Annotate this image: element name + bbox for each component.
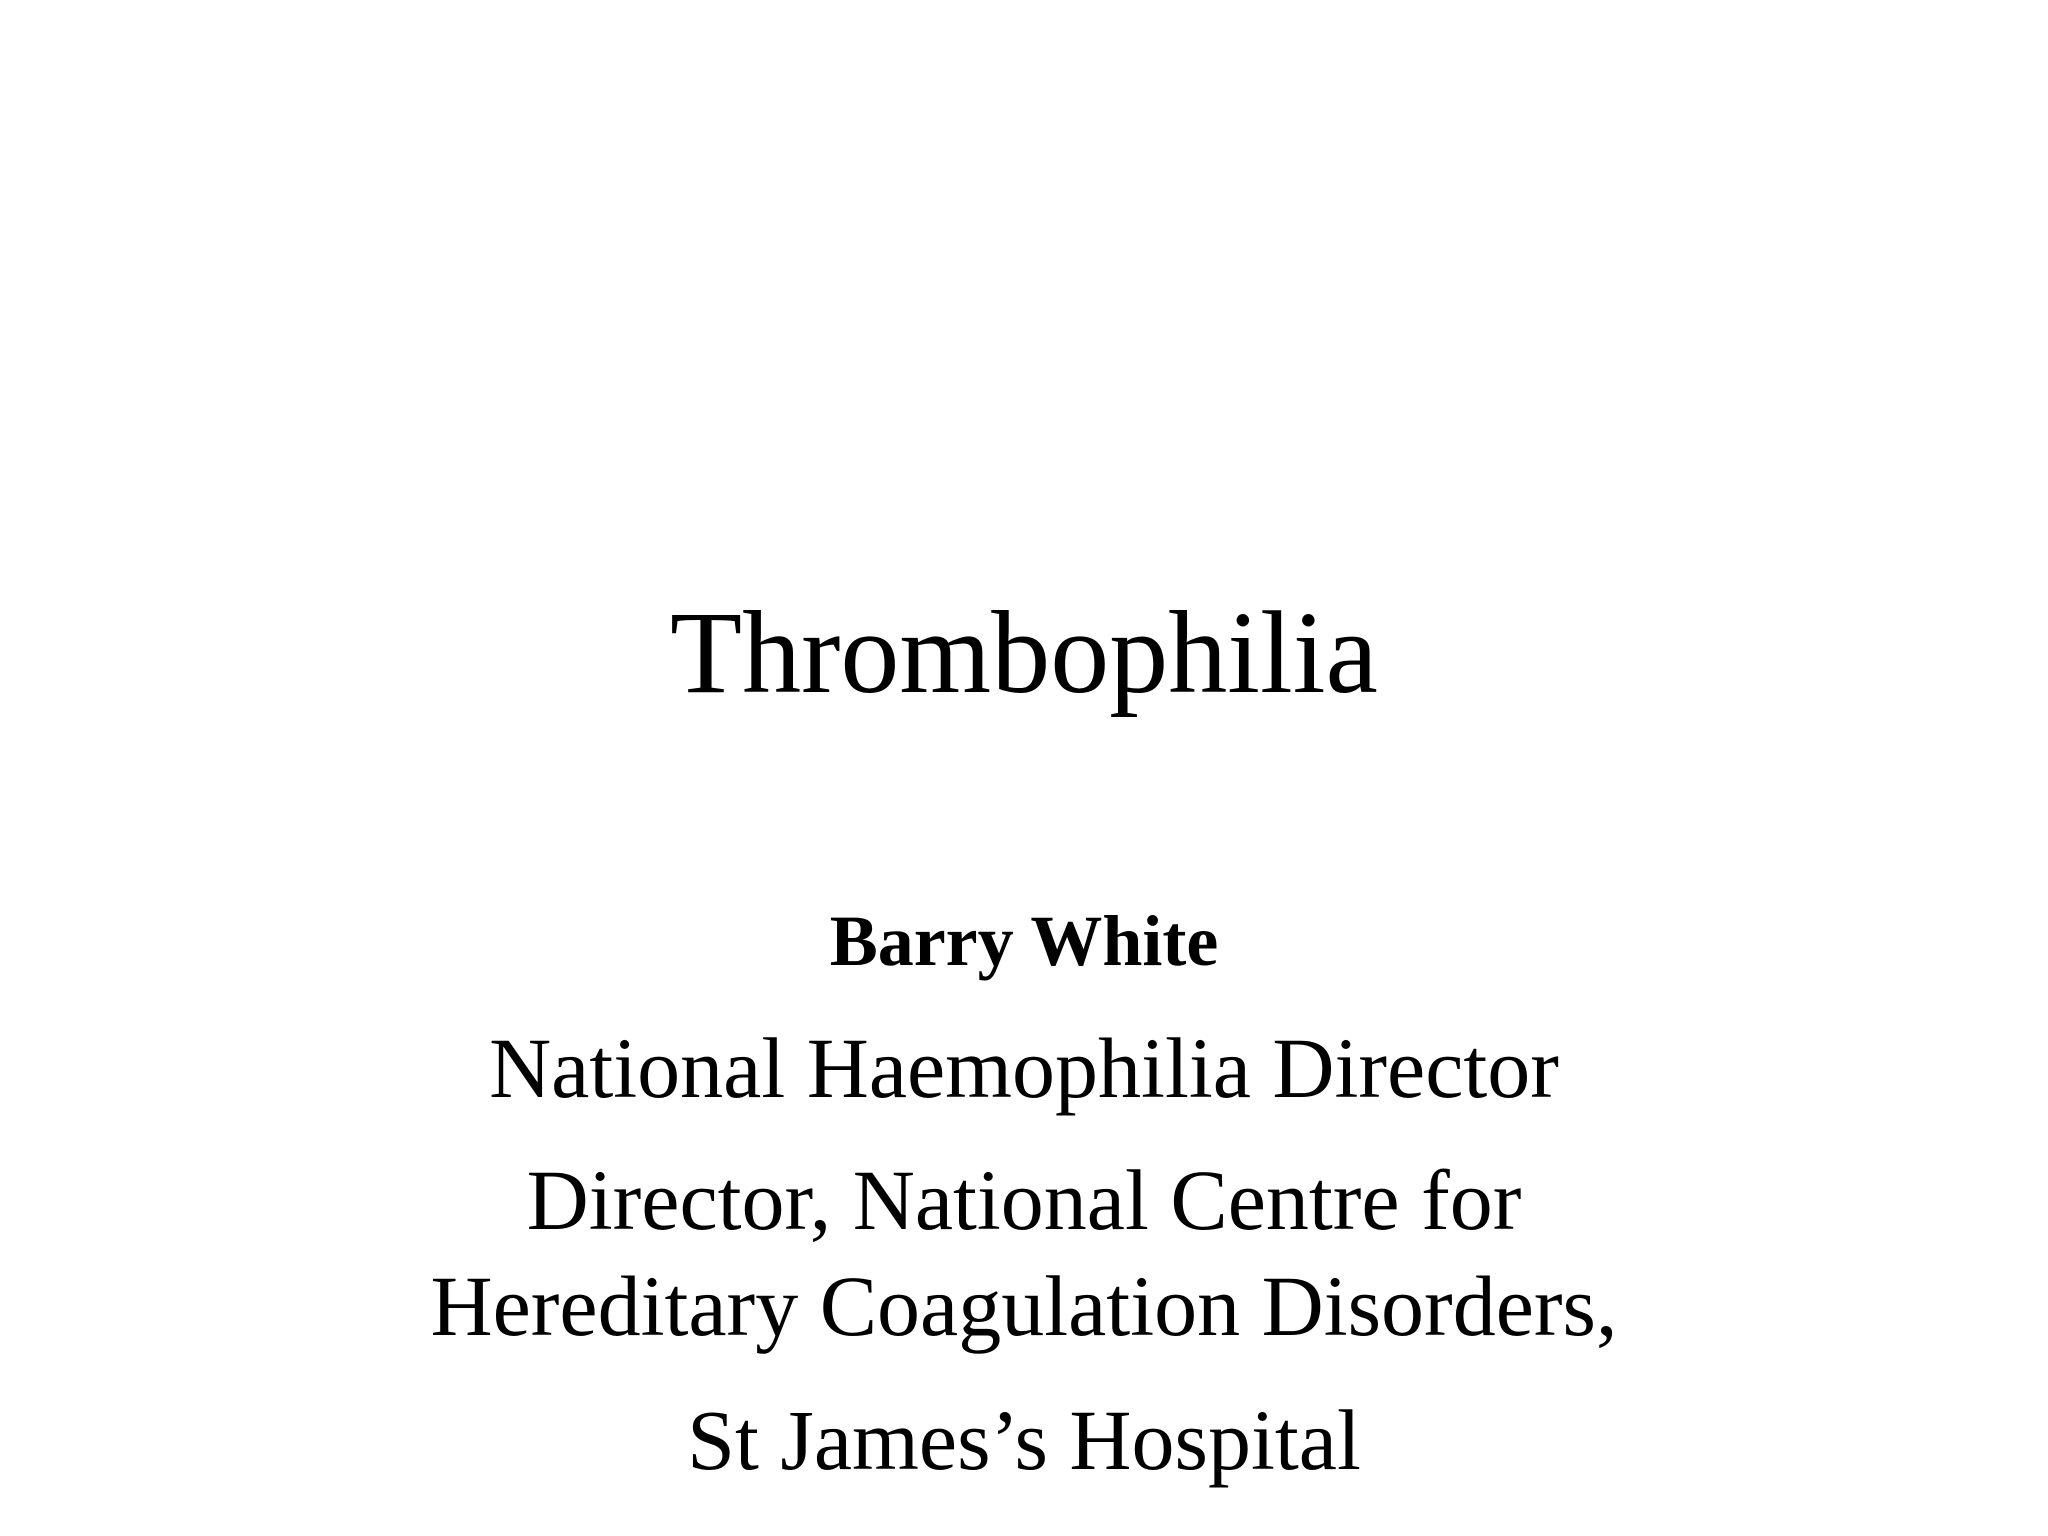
slide-title: Thrombophilia — [670, 587, 1378, 718]
affiliation-line: Hereditary Coagulation Disorders, — [430, 1258, 1618, 1354]
affiliation-line: Director, National Centre for — [526, 1152, 1522, 1248]
affiliation-line: National Haemophilia Director — [489, 1020, 1559, 1116]
author-name: Barry White — [829, 901, 1219, 981]
affiliation-line: St James’s Hospital — [687, 1392, 1361, 1488]
